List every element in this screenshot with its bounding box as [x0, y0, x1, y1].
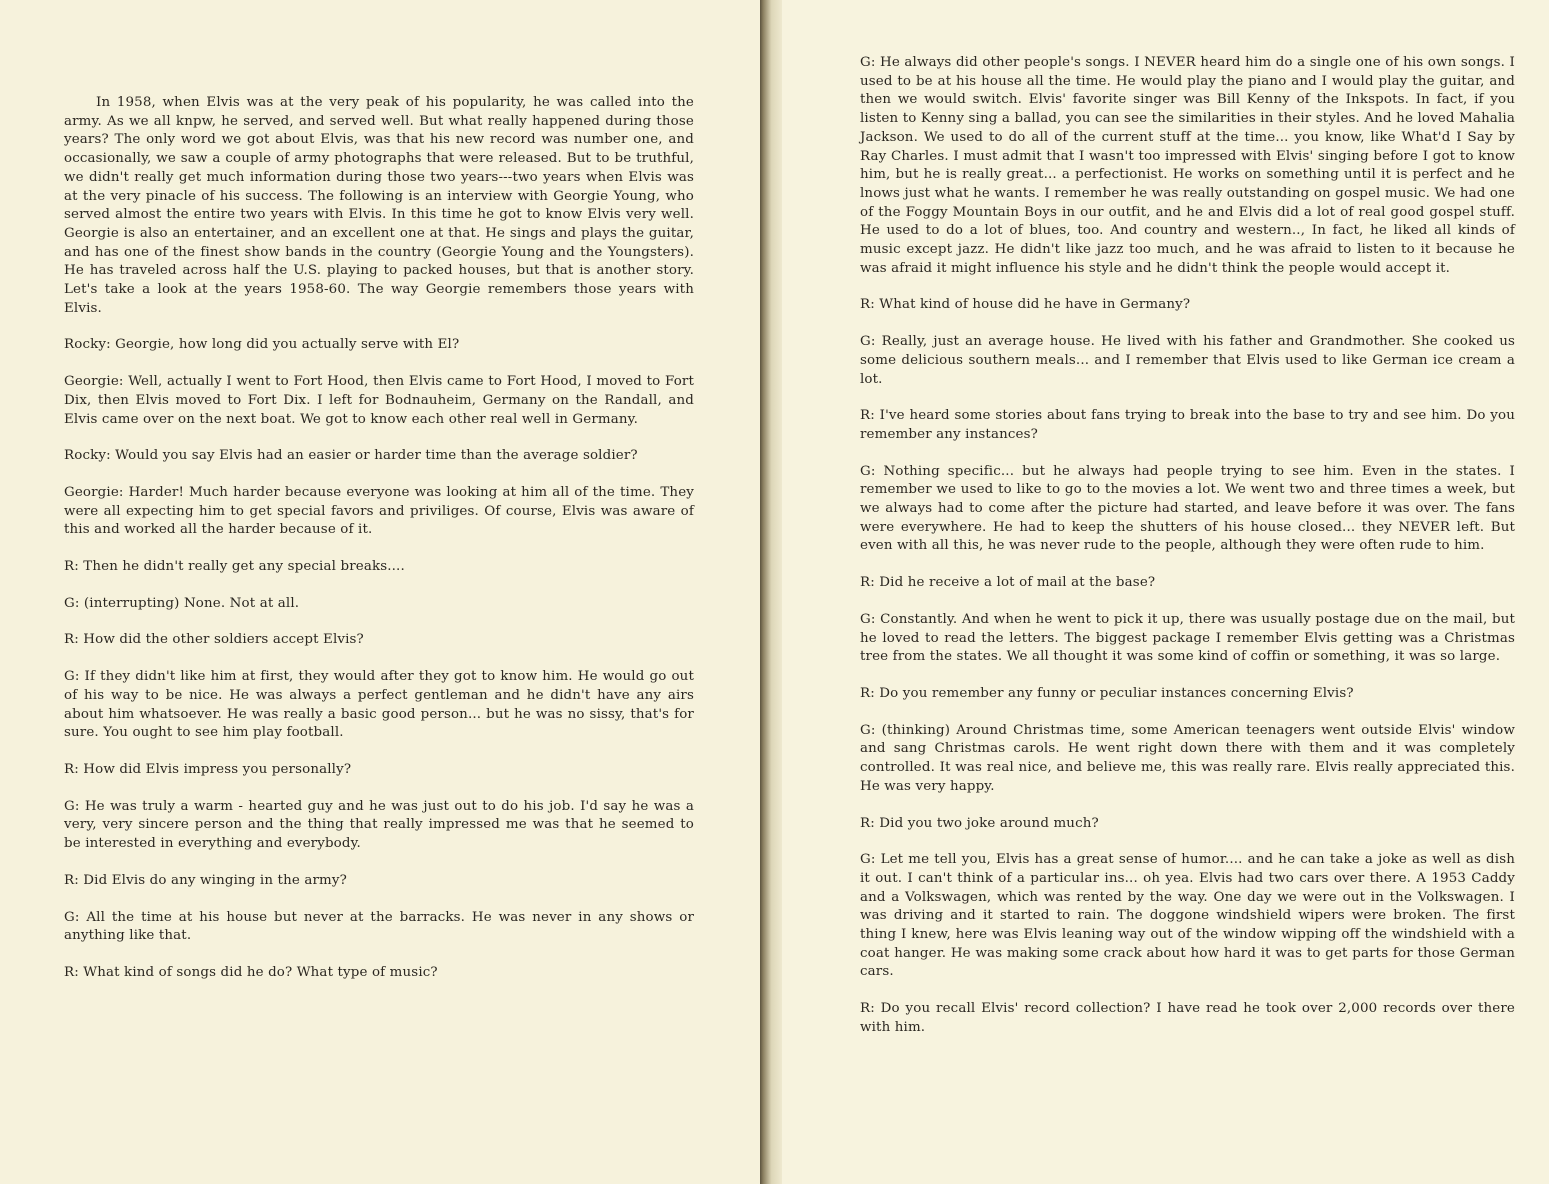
interview-paragraph: Georgie: Harder! Much harder because everyone was looking at him all of the time. They were all expecting him to get special favors and priviliges. Of course, Elvis was aware of this and worked all the harder because of it. [64, 484, 694, 538]
interview-paragraph: R: Did Elvis do any winging in the army? [64, 872, 347, 888]
interview-paragraph: G: Nothing specific... but he always had people trying to see him. Even in the states. I remember we used to like to go to the movies a lot. We went two and three times a week, but we always had to come after the picture had started, and leave before it was over. The fans were everywhere. He had to keep the shutters of his house closed... they NEVER left. But even with all this, he was never rude to the people, although they were often rude to him. [860, 463, 1515, 554]
interview-paragraph: R: Then he didn't really get any special breaks.... [64, 559, 405, 575]
interview-paragraph: Rocky: Georgie, how long did you actually serve with El? [64, 337, 460, 353]
interview-paragraph: G: Let me tell you, Elvis has a great sense of humor.... and he can take a joke as well as dish it out. I can't think of a particular ins... oh yea. Elvis had two cars over there. A 1953 Caddy and a Volkswagen, which was rented by the way. One day we were out in the Volkswagen. I was driving and it started to rain. The doggone windshield wipers were broken. The first thing I knew, here was Elvis leaning way out of the window wipping off the windshield with a coat hanger. He was making some crack about how hard it was to get parts for those German cars. [860, 852, 1515, 980]
interview-paragraph: G: (interrupting) None. Not at all. [64, 595, 300, 611]
intro-paragraph: In 1958, when Elvis was at the very peak of his popularity, he was called into the army. As we all knpw, he served, and served well. But what really happened during those years? The only word we got about Elvis, was that his new record was number one, and occasionally, we saw a couple of army photographs that were released. But to be truthful, we didn't really get much information during those two years---two years when Elvis was at the very pinacle of his success. The following is an interview with Georgie Young, who served almost the entire two years with Elvis. In this time he got to know Elvis very well. Georgie is also an entertainer, and an excellent one at that. He sings and plays the guitar, and has one of the finest show bands in the country (Georgie Young and the Youngsters). He has traveled across half the U.S. playing to packed houses, but that is another story. Let's take a look at the years 1958-60. The way Georgie remembers those years with Elvis. [64, 95, 694, 316]
interview-paragraph: G: All the time at his house but never at the barracks. He was never in any shows or anything like that. [64, 909, 694, 944]
interview-paragraph: G: He always did other people's songs. I NEVER heard him do a single one of his own songs. I used to be at his house all the time. He would play the piano and I would play the guitar, and then we would switch. Elvis' favorite singer was Bill Kenny of the Inkspots. In fact, if you listen to Kenny sing a ballad, you can see the similarities in their styles. And he loved Mahalia Jackson. We used to do all of the current stuff at the time... you know, like What'd I Say by Ray Charles. I must admit that I wasn't too impressed with Elvis' singing before I got to know him, but he is really great... a perfectionist. He works on something until it is perfect and he lnows just what he wants. I remember he was really outstanding on gospel music. We had one of the Foggy Mountain Boys in our outfit, and he and Elvis did a lot of real good gospel stuff. He used to do a lot of blues, too. And country and western.., In fact, he liked all kinds of music except jazz. He didn't like jazz too much, and he was afraid to listen to it because he was afraid it might influence his style and he didn't think the people would accept it. [860, 55, 1515, 276]
interview-paragraph: G: (thinking) Around Christmas time, some American teenagers went outside Elvis' window and sang Christmas carols. He went right down there with them and it was completely controlled. It was real nice, and believe me, this was really rare. Elvis really appreciated this. He was very happy. [860, 722, 1515, 794]
interview-paragraph: G: He was truly a warm - hearted guy and he was just out to do his job. I'd say he was a very, very sincere person and the thing that really impressed me was that he seemed to be interested in everything and everybody. [64, 798, 694, 852]
right-page-text [860, 54, 1515, 1038]
interview-paragraph: R: Did he receive a lot of mail at the base? [860, 575, 1156, 591]
interview-paragraph: G: Really, just an average house. He lived with his father and Grandmother. She cooked us some delicious southern meals... and I remember that Elvis used to like German ice cream a lot. [860, 334, 1515, 387]
interview-paragraph: R: How did the other soldiers accept Elvis? [64, 632, 364, 648]
interview-paragraph: R: What kind of songs did he do? What type of music? [64, 964, 438, 980]
interview-paragraph: G: Constantly. And when he went to pick it up, there was usually postage due on the mail, but he loved to read the letters. The biggest package I remember Elvis getting was a Christmas tree from the states. We all thought it was some kind of coffin or something, it was so large. [860, 611, 1515, 665]
interview-paragraph: R: Did you two joke around much? [860, 815, 1099, 831]
interview-paragraph: R: I've heard some stories about fans trying to break into the base to try and see him. Do you remember any instances? [860, 408, 1515, 442]
interview-paragraph: R: Do you recall Elvis' record collection? I have read he took over 2,000 records over there with him. [860, 1001, 1515, 1035]
interview-paragraph: Georgie: Well, actually I went to Fort Hood, then Elvis came to Fort Hood, I moved to Fort Dix, then Elvis moved to Fort Dix. I left for Bodnauheim, Germany on the Randall, and Elvis came over on the next boat. We got to know each other real well in Germany. [64, 374, 694, 427]
left-page-text [64, 94, 694, 983]
interview-paragraph: R: How did Elvis impress you personally? [64, 761, 352, 777]
interview-paragraph: R: What kind of house did he have in Germany? [860, 297, 1191, 313]
interview-paragraph: R: Do you remember any funny or peculiar instances concerning Elvis? [860, 685, 1354, 701]
interview-paragraph: Rocky: Would you say Elvis had an easier or harder time than the average soldier? [64, 448, 638, 464]
interview-paragraph: G: If they didn't like him at first, they would after they got to know him. He would go out of his way to be nice. He was always a perfect gentleman and he didn't have any airs about him whatsoever. He was really a basic good person... but he was no sissy, that's for sure. You ought to see him play football. [64, 669, 694, 741]
